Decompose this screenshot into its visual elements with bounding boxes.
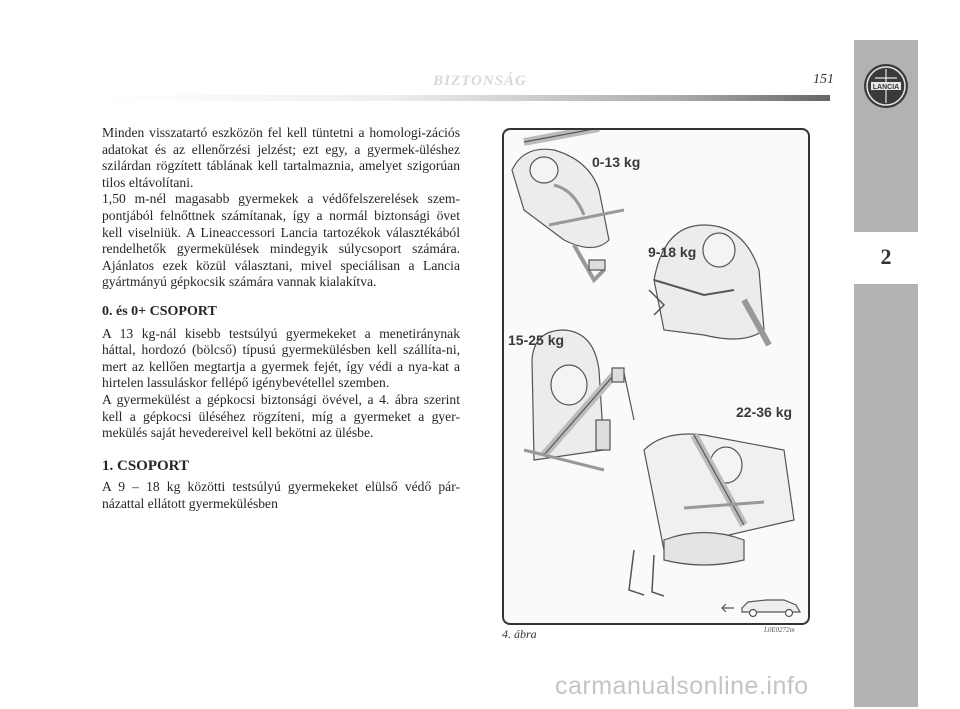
weight-label-0-13: 0-13 kg [592,154,641,170]
chapter-sidebar [854,40,918,707]
body-text-column [102,125,460,512]
paragraph-3: A 13 kg-nál kisebb testsúlyú gyermekeket a menetiránynak háttal, hordozó (bölcső) típusú gyermekülésben kell szállíta-ni, mert az kellően megtartja a gyermek fejét, így védi a nya-kat a hirtelen lassuláskor fellépő igénybevétellel szemben. [102,325,460,391]
child-seat-figure [502,128,810,625]
heading-group-0: 0. és 0+ CSOPORT [102,303,217,319]
child-seat-illustration [504,130,808,623]
paragraph-4: A gyermekülést a gépkocsi biztonsági övével, a 4. ábra szerint kell a gépkocsi üléséhez rögzíteni, míg a gyermeket a gyer-mekülés saját hevedereivel kell bekötni az ülésbe. [102,391,460,441]
weight-label-9-18: 9-18 kg [648,244,697,260]
chapter-number: 2 [880,244,892,269]
paragraph-5: A 9 – 18 kg közötti testsúlyú gyermekeket elülső védő pár-názattal ellátott gyermekülésben [102,479,460,511]
header-rule [102,95,830,101]
car-direction-icon [722,600,800,617]
page-number: 151 [813,72,834,87]
paragraph-2: 1,50 m-nél magasabb gyermekek a védőfelszerelések szem-pontjából felnőttnek számítanak, így a normál biztonsági övet kell viselniük. A Lineaccessori Lancia tartozékok választékából rendelhetők gyermekülések mindegyik súlycsoport számára. Ajánlatos ezek közül választani, mivel speciálisan a Lancia gyártmányú gépkocsik számára vannak kialakítva. [102,191,460,290]
section-title: BIZTONSÁG [433,73,527,89]
logo-text: LANCIA [872,84,900,91]
paragraph-1: Minden visszatartó eszközön fel kell tüntetni a homologi-zációs adatokat és az ellenőrzési jelzést; ezt egy, a gyermek-üléshez szilárdan rögzített táblának kell tartalmaznia, amelyet szigorúan tilos eltávolítani. [102,125,460,190]
figure-code: L0E0272m [764,626,795,634]
figure-caption: 4. ábra [502,627,537,641]
weight-label-15-25: 15-25 kg [508,332,565,348]
lancia-logo-icon [862,62,910,110]
watermark: carmanualsonline.info [555,672,809,700]
weight-label-22-36: 22-36 kg [736,404,793,420]
heading-group-1: 1. CSOPORT [102,457,189,474]
